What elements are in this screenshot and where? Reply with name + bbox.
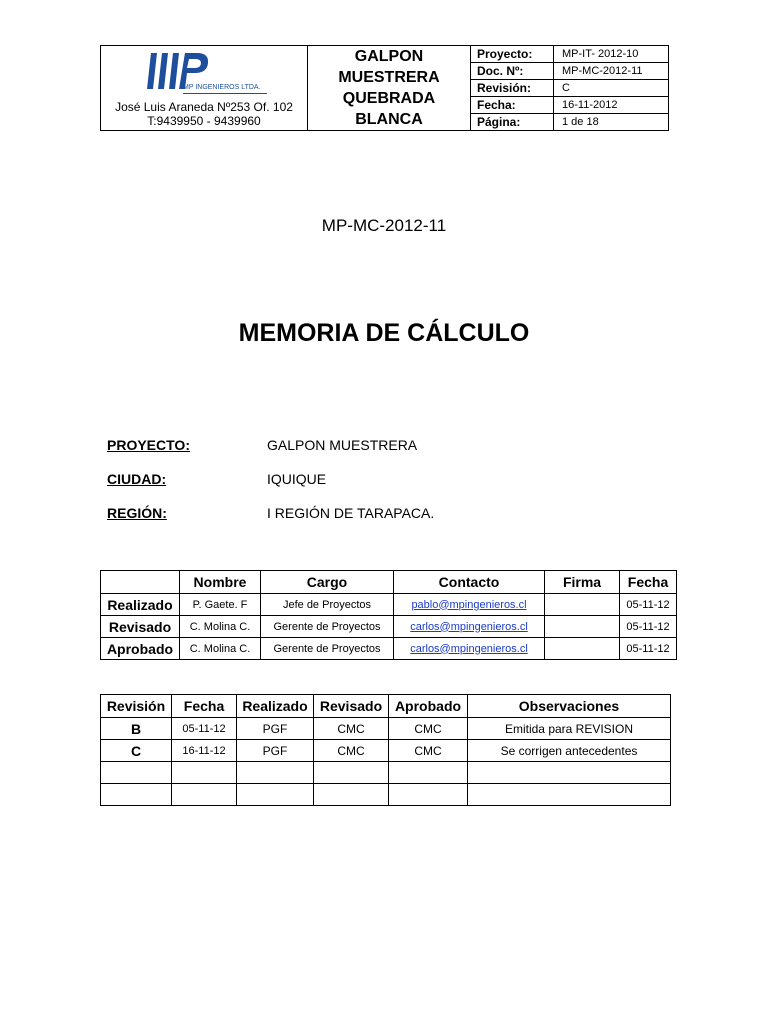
table-cell: CMC (389, 718, 468, 740)
table-cell (237, 784, 314, 806)
meta-label: Doc. Nº: (471, 63, 554, 80)
meta-value: MP-MC-2012-11 (554, 63, 669, 80)
info-label-proyecto: PROYECTO: (107, 437, 190, 453)
meta-label: Proyecto: (471, 46, 554, 63)
meta-value: 16-11-2012 (554, 97, 669, 114)
signature-cell (545, 638, 620, 660)
table-cell: Jefe de Proyectos (261, 594, 394, 616)
role-cell: Revisado (101, 616, 180, 638)
table-cell: CMC (314, 740, 389, 762)
signature-cell (545, 616, 620, 638)
table-row (101, 762, 671, 784)
table-cell (314, 762, 389, 784)
table-cell: Gerente de Proyectos (261, 616, 394, 638)
table-cell (389, 762, 468, 784)
table-cell: Emitida para REVISION (468, 718, 671, 740)
column-header: Cargo (261, 571, 394, 594)
title-line: BLANCA (355, 111, 423, 128)
contact-cell (394, 638, 545, 660)
meta-value: MP-IT- 2012-10 (554, 46, 669, 63)
table-header-row (101, 571, 677, 594)
project-title (308, 46, 471, 131)
table-header-row (101, 695, 671, 718)
company-cell (101, 46, 308, 131)
table-cell: C (101, 740, 172, 762)
table-cell (172, 784, 237, 806)
table-cell (237, 762, 314, 784)
table-cell (468, 762, 671, 784)
table-cell (389, 784, 468, 806)
table-row (101, 718, 671, 740)
company-logo (101, 51, 307, 97)
meta-label: Fecha: (471, 97, 554, 114)
table-cell: 05-11-12 (172, 718, 237, 740)
table-cell: PGF (237, 740, 314, 762)
table-cell: 16-11-12 (172, 740, 237, 762)
column-header: Fecha (620, 571, 677, 594)
column-header: Observaciones (468, 695, 671, 718)
table-cell: PGF (237, 718, 314, 740)
contact-cell (394, 616, 545, 638)
table-cell (468, 784, 671, 806)
signature-cell (545, 594, 620, 616)
meta-value: 1 de 18 (554, 114, 669, 131)
info-value-region: I REGIÓN DE TARAPACA. (267, 505, 435, 521)
table-cell (314, 784, 389, 806)
role-cell: Aprobado (101, 638, 180, 660)
title-line: MUESTRERA (338, 69, 440, 86)
meta-label: Revisión: (471, 80, 554, 97)
column-header: Revisión (101, 695, 172, 718)
column-header: Aprobado (389, 695, 468, 718)
column-header: Nombre (180, 571, 261, 594)
tagline-underline (183, 93, 267, 94)
revision-table (100, 694, 671, 806)
column-header: Firma (545, 571, 620, 594)
table-cell: C. Molina C. (180, 616, 261, 638)
contact-cell (394, 594, 545, 616)
table-cell: C. Molina C. (180, 638, 261, 660)
meta-value: C (554, 80, 669, 97)
table-cell: 05-11-12 (620, 638, 677, 660)
table-cell: Gerente de Proyectos (261, 638, 394, 660)
table-cell: CMC (389, 740, 468, 762)
document-number: MP-MC-2012-11 (321, 216, 447, 235)
document-header (100, 45, 669, 131)
table-cell: CMC (314, 718, 389, 740)
column-header (101, 571, 180, 594)
company-address: José Luis Araneda Nº253 Of. 102 (115, 99, 293, 114)
company-phone: T:9439950 - 9439960 (147, 113, 261, 128)
info-label-region: REGIÓN: (107, 505, 167, 521)
table-cell: Se corrigen antecedentes (468, 740, 671, 762)
table-cell: B (101, 718, 172, 740)
title-line: QUEBRADA (342, 90, 436, 107)
table-cell (172, 762, 237, 784)
signature-table (100, 570, 677, 660)
info-value-ciudad: IQUIQUE (267, 471, 327, 487)
table-cell: 05-11-12 (620, 594, 677, 616)
title-line: GALPON (354, 48, 424, 65)
info-value-proyecto: GALPON MUESTRERA (267, 437, 418, 453)
email-link[interactable]: carlos@mpingenieros.cl (410, 642, 528, 655)
table-cell: P. Gaete. F (180, 594, 261, 616)
column-header: Revisado (314, 695, 389, 718)
table-cell (101, 784, 172, 806)
table-row (101, 616, 677, 638)
column-header: Fecha (172, 695, 237, 718)
email-link[interactable]: pablo@mpingenieros.cl (411, 598, 527, 611)
role-cell: Realizado (101, 594, 180, 616)
company-tagline: MP INGENIEROS LTDA. (183, 83, 261, 91)
table-row (101, 740, 671, 762)
table-row (101, 638, 677, 660)
table-cell: 05-11-12 (620, 616, 677, 638)
info-label-ciudad: CIUDAD: (107, 471, 167, 487)
table-row (101, 784, 671, 806)
table-cell (101, 762, 172, 784)
main-title: MEMORIA DE CÁLCULO (238, 319, 530, 347)
column-header: Contacto (394, 571, 545, 594)
email-link[interactable]: carlos@mpingenieros.cl (410, 620, 528, 633)
meta-label: Página: (471, 114, 554, 131)
table-row (101, 594, 677, 616)
column-header: Realizado (237, 695, 314, 718)
